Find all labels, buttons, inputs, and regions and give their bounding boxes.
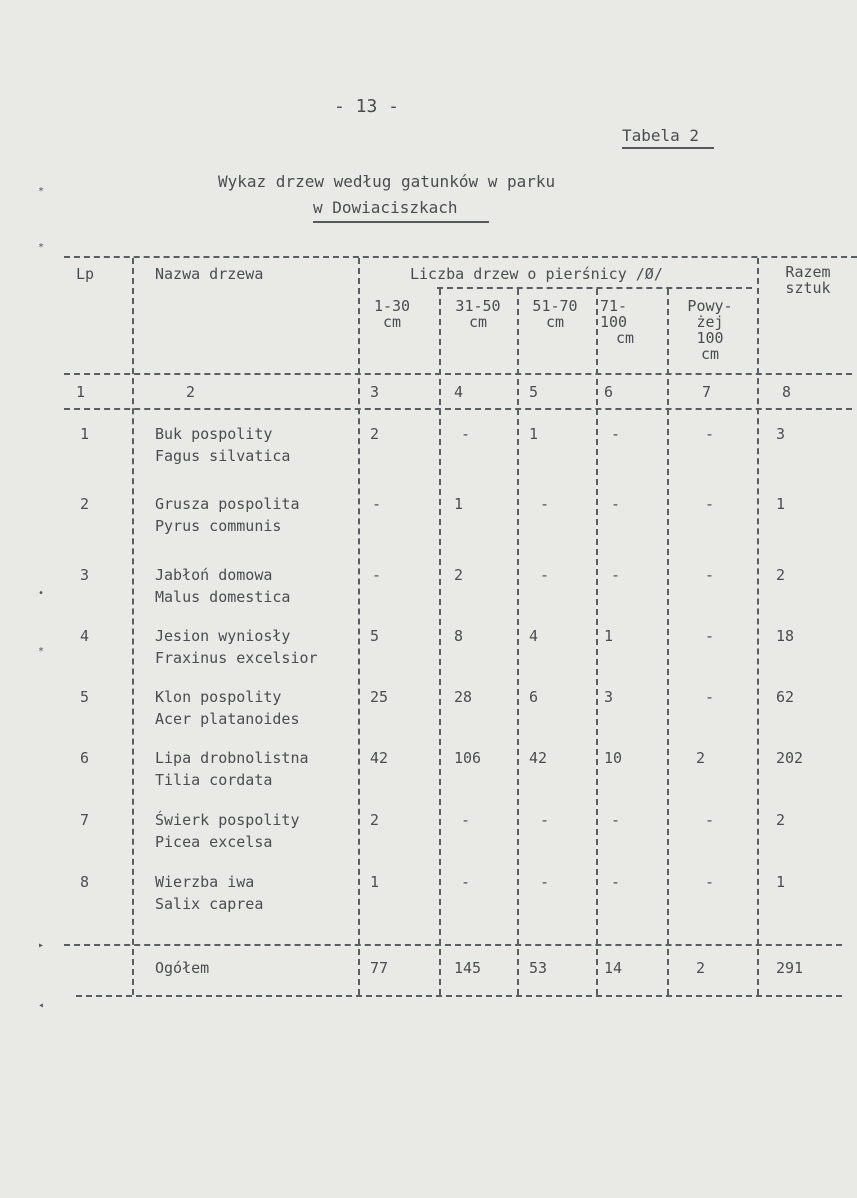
tree-name-latin: Tilia cordata bbox=[155, 771, 273, 789]
tree-name-polish: Lipa drobnolistna bbox=[155, 749, 309, 767]
row-number: 2 bbox=[80, 495, 90, 513]
count-cell: - bbox=[705, 627, 715, 645]
row-number: 6 bbox=[80, 749, 90, 767]
table-label: Tabela 2 bbox=[622, 126, 700, 145]
row-number: 3 bbox=[80, 566, 90, 584]
count-cell: - bbox=[705, 425, 715, 443]
tree-name-latin: Fraxinus excelsior bbox=[155, 649, 318, 667]
margin-mark: * bbox=[38, 186, 45, 197]
tree-name-latin: Salix caprea bbox=[155, 895, 264, 913]
column-divider bbox=[132, 258, 134, 995]
row-number: 7 bbox=[80, 811, 90, 829]
margin-mark: * bbox=[38, 242, 45, 253]
count-cell: 8 bbox=[454, 627, 464, 645]
count-cell: - bbox=[611, 495, 621, 513]
tree-name-latin: Malus domestica bbox=[155, 588, 291, 606]
header-bottom-rule bbox=[64, 373, 852, 375]
header-count-group: Liczba drzew o pierśnicy /Ø/ bbox=[410, 265, 663, 283]
count-cell: 2 bbox=[370, 425, 380, 443]
body-bottom-rule bbox=[64, 944, 842, 946]
group-header-rule bbox=[437, 287, 752, 289]
tree-name-polish: Buk pospolity bbox=[155, 425, 273, 443]
header-col-51-70: 51-70 cm bbox=[532, 297, 578, 331]
count-cell: - bbox=[611, 425, 621, 443]
table-bottom-rule bbox=[76, 995, 842, 997]
column-number: 4 bbox=[454, 383, 464, 401]
total-cell: 77 bbox=[370, 959, 389, 977]
count-cell: - bbox=[705, 811, 715, 829]
count-cell: 3 bbox=[604, 688, 614, 706]
count-cell: 42 bbox=[370, 749, 389, 767]
column-number: 8 bbox=[782, 383, 792, 401]
table-label-underline bbox=[622, 147, 714, 149]
total-cell: 291 bbox=[776, 959, 804, 977]
row-number: 8 bbox=[80, 873, 90, 891]
count-cell: 1 bbox=[529, 425, 539, 443]
row-total-cell: 2 bbox=[776, 811, 786, 829]
margin-mark: ◂ bbox=[38, 1000, 45, 1011]
count-cell: - bbox=[540, 811, 550, 829]
page-number: - 13 - bbox=[334, 96, 400, 117]
count-cell: - bbox=[705, 566, 715, 584]
column-number: 5 bbox=[529, 383, 539, 401]
count-cell: 2 bbox=[696, 749, 706, 767]
column-divider bbox=[517, 289, 519, 995]
header-col-1-30: 1-30 cm bbox=[373, 297, 411, 331]
row-total-cell: 1 bbox=[776, 873, 786, 891]
header-lp: Lp bbox=[76, 265, 95, 283]
row-total-cell: 62 bbox=[776, 688, 795, 706]
column-number: 1 bbox=[76, 383, 86, 401]
row-number: 1 bbox=[80, 425, 90, 443]
count-cell: 28 bbox=[454, 688, 473, 706]
row-total-cell: 18 bbox=[776, 627, 795, 645]
count-cell: 106 bbox=[454, 749, 482, 767]
count-cell: 1 bbox=[454, 495, 464, 513]
count-cell: 2 bbox=[370, 811, 380, 829]
count-cell: 2 bbox=[454, 566, 464, 584]
count-cell: - bbox=[611, 811, 621, 829]
total-row-label: Ogółem bbox=[155, 959, 210, 977]
count-cell: 1 bbox=[370, 873, 380, 891]
count-cell: - bbox=[705, 688, 715, 706]
count-cell: - bbox=[372, 566, 382, 584]
tree-name-polish: Grusza pospolita bbox=[155, 495, 300, 513]
column-number: 2 bbox=[186, 383, 196, 401]
count-cell: - bbox=[461, 811, 471, 829]
count-cell: 10 bbox=[604, 749, 623, 767]
column-divider bbox=[596, 289, 598, 995]
count-cell: 4 bbox=[529, 627, 539, 645]
tree-name-polish: Świerk pospolity bbox=[155, 811, 300, 829]
count-cell: - bbox=[461, 873, 471, 891]
table-heading-line2: w Dowiaciszkach bbox=[313, 198, 458, 217]
count-cell: 5 bbox=[370, 627, 380, 645]
row-total-cell: 1 bbox=[776, 495, 786, 513]
row-total-cell: 3 bbox=[776, 425, 786, 443]
tree-name-latin: Fagus silvatica bbox=[155, 447, 291, 465]
tree-name-polish: Jesion wyniosły bbox=[155, 627, 291, 645]
column-number: 3 bbox=[370, 383, 380, 401]
total-cell: 2 bbox=[696, 959, 706, 977]
total-cell: 53 bbox=[529, 959, 548, 977]
count-cell: - bbox=[540, 495, 550, 513]
table-heading-line1: Wykaz drzew według gatunków w parku bbox=[218, 172, 556, 191]
column-number-rule bbox=[64, 408, 852, 410]
row-total-cell: 202 bbox=[776, 749, 804, 767]
count-cell: - bbox=[705, 873, 715, 891]
margin-mark: ▸ bbox=[38, 940, 45, 951]
tree-name-polish: Jabłoń domowa bbox=[155, 566, 273, 584]
tree-name-latin: Acer platanoides bbox=[155, 710, 300, 728]
count-cell: - bbox=[372, 495, 382, 513]
count-cell: - bbox=[461, 425, 471, 443]
total-cell: 145 bbox=[454, 959, 482, 977]
count-cell: - bbox=[611, 873, 621, 891]
count-cell: 1 bbox=[604, 627, 614, 645]
header-total: Razem sztuk bbox=[785, 263, 831, 297]
total-cell: 14 bbox=[604, 959, 623, 977]
count-cell: - bbox=[611, 566, 621, 584]
tree-name-latin: Picea excelsa bbox=[155, 833, 273, 851]
row-number: 5 bbox=[80, 688, 90, 706]
margin-mark: * bbox=[38, 646, 45, 657]
column-divider bbox=[757, 258, 759, 995]
row-total-cell: 2 bbox=[776, 566, 786, 584]
header-col-71-100: 71- 100 cm bbox=[600, 297, 635, 347]
tree-name-polish: Klon pospolity bbox=[155, 688, 282, 706]
count-cell: - bbox=[540, 566, 550, 584]
column-divider bbox=[439, 289, 441, 995]
column-number: 7 bbox=[702, 383, 712, 401]
column-number: 6 bbox=[604, 383, 614, 401]
count-cell: - bbox=[705, 495, 715, 513]
tree-name-polish: Wierzba iwa bbox=[155, 873, 255, 891]
count-cell: - bbox=[540, 873, 550, 891]
header-col-over-100: Powy- żej 100 cm bbox=[687, 297, 733, 363]
count-cell: 25 bbox=[370, 688, 389, 706]
column-divider bbox=[667, 289, 669, 995]
header-tree-name: Nazwa drzewa bbox=[155, 265, 264, 283]
header-col-31-50: 31-50 cm bbox=[455, 297, 501, 331]
count-cell: 6 bbox=[529, 688, 539, 706]
table-top-rule bbox=[64, 256, 857, 258]
row-number: 4 bbox=[80, 627, 90, 645]
tree-name-latin: Pyrus communis bbox=[155, 517, 282, 535]
margin-mark: • bbox=[38, 588, 45, 599]
column-divider bbox=[358, 258, 360, 995]
count-cell: 42 bbox=[529, 749, 548, 767]
heading-underline bbox=[313, 221, 489, 223]
